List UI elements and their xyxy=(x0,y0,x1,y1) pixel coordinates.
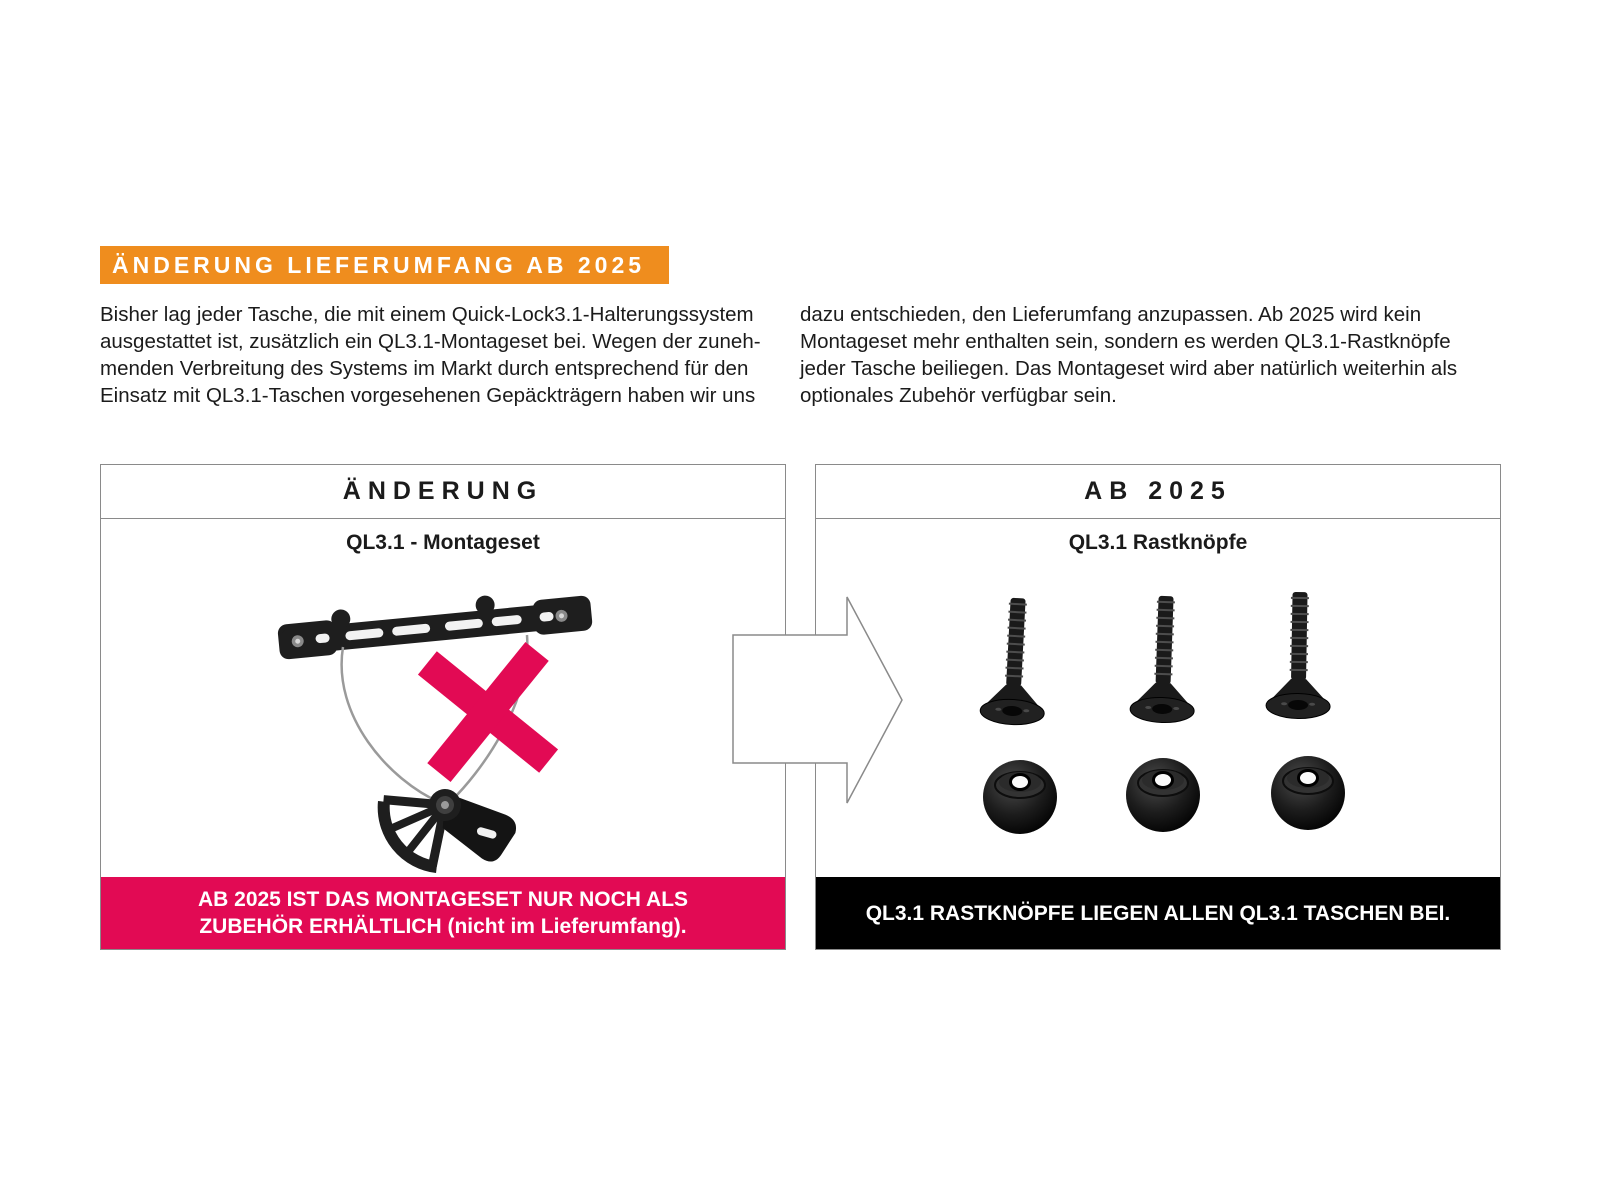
montageset-illustration xyxy=(240,565,640,875)
text-line: Montageset mehr enthalten sein, sondern es werden QL3.1-Rastknöpfe xyxy=(800,330,1451,353)
rastknopf xyxy=(1126,758,1200,832)
mounting-rail xyxy=(276,586,593,660)
hook-adapter xyxy=(381,774,522,875)
text-line: dazu entschieden, den Lieferumfang anzupassen. Ab 2025 wird kein xyxy=(800,303,1422,326)
rastknopf xyxy=(1271,756,1345,830)
arrow-right-icon xyxy=(720,590,915,810)
footer-line: QL3.1 RASTKNÖPFE LIEGEN ALLEN QL3.1 TASCHEN BEI. xyxy=(865,901,1451,925)
panel-aenderung-subtitle: QL3.1 - Montageset xyxy=(346,531,540,554)
screw xyxy=(1130,595,1198,724)
text-line: jeder Tasche beiliegen. Das Montageset wird aber natürlich weiterhin als xyxy=(800,357,1458,380)
text-line: optionales Zubehör verfügbar sein. xyxy=(800,384,1117,407)
text-line: Einsatz mit QL3.1-Taschen vorgesehenen Gepäckträgern haben wir uns xyxy=(100,384,756,407)
panel-ab-2025-header xyxy=(816,465,1500,519)
panel-ab-2025-footer xyxy=(816,877,1500,949)
text-line: menden Verbreitung des Systems im Markt durch entsprechend für den xyxy=(100,357,749,380)
text-line: Bisher lag jeder Tasche, die mit einem Quick-Lock3.1-Halterungssystem xyxy=(100,303,754,326)
panel-aenderung-header xyxy=(101,465,785,519)
rastknopf xyxy=(983,760,1057,834)
panel-aenderung-footer xyxy=(101,877,785,949)
screw xyxy=(1266,591,1332,719)
page-title: ÄNDERUNG LIEFERUMFANG AB 2025 xyxy=(112,251,646,278)
footer-line: ZUBEHÖR ERHÄLTLICH (nicht im Lieferumfang). xyxy=(199,915,687,938)
panel-aenderung-title: ÄNDERUNG xyxy=(342,477,544,505)
panel-ab-2025-subtitle: QL3.1 Rastknöpfe xyxy=(1068,531,1248,554)
text-line: ausgestattet ist, zusätzlich ein QL3.1-Montageset bei. Wegen der zuneh- xyxy=(100,330,761,353)
cross-icon xyxy=(416,640,561,785)
screw xyxy=(980,596,1051,726)
rastknoepfe-illustration xyxy=(920,575,1480,855)
panel-ab-2025-title: AB 2025 xyxy=(1084,477,1232,505)
footer-line: AB 2025 IST DAS MONTAGESET NUR NOCH ALS xyxy=(197,888,689,911)
page-title-badge xyxy=(100,246,669,284)
intro-text-left-column xyxy=(100,301,780,409)
intro-text-right-column xyxy=(800,301,1480,409)
